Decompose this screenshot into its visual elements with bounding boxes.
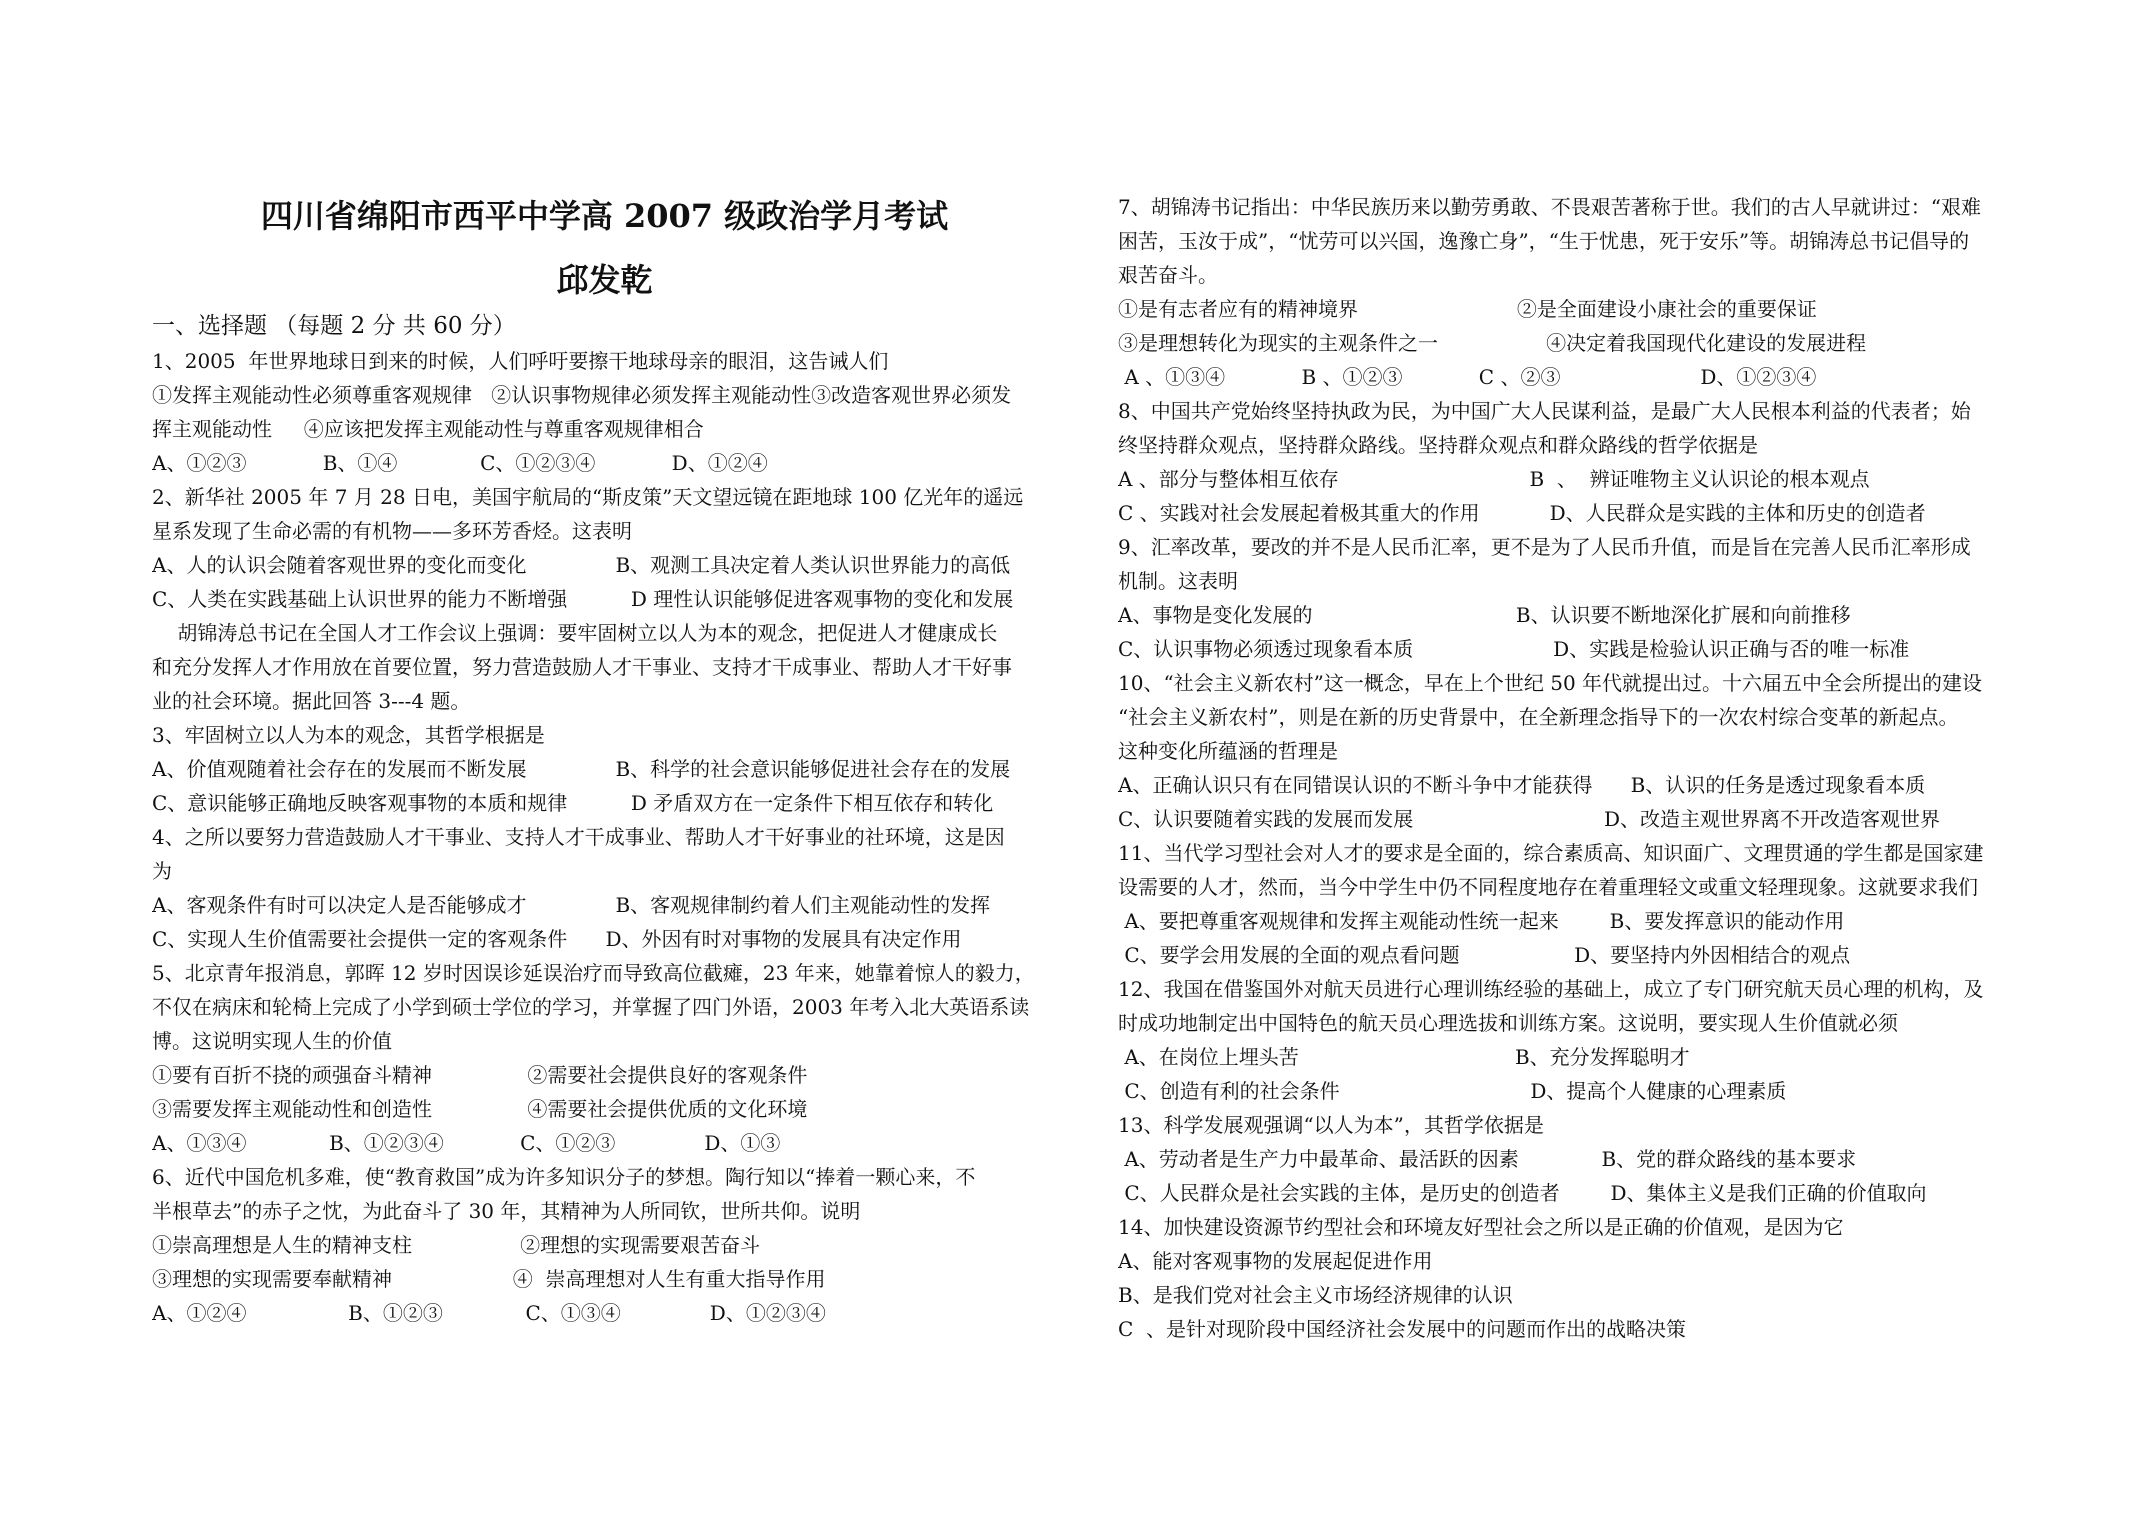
left-column xyxy=(152,0,1057,1330)
right-question-list xyxy=(1118,190,2023,1346)
text-line: C、认识要随着实践的发展而发展 D、改造主观世界离不开改造客观世界 xyxy=(1118,807,1941,831)
text-line: 设需要的人才，然而，当今中学生中仍不同程度地存在着重理轻文或重文轻理现象。这就要求我们 xyxy=(1118,875,1978,899)
text-line: 半根草去”的赤子之忱，为此奋斗了 30 年，其精神为人所同钦，世所共仰。说明 xyxy=(152,1199,861,1223)
text-line: A、①③④ B、①②③④ C、①②③ D、①③ xyxy=(152,1131,781,1155)
text-line: 这种变化所蕴涵的哲理是 xyxy=(1118,739,1338,763)
text-line: ③理想的实现需要奉献精神 ④ 崇高理想对人生有重大指导作用 xyxy=(152,1267,826,1291)
text-line: 7、胡锦涛书记指出：中华民族历来以勤劳勇敢、不畏艰苦著称于世。我们的古人早就讲过：“艰难 xyxy=(1118,195,1981,219)
text-line: 12、我国在借鉴国外对航天员进行心理训练经验的基础上，成立了专门研究航天员心理的机构，及 xyxy=(1118,977,1984,1001)
text-line: 不仅在病床和轮椅上完成了小学到硕士学位的学习，并掌握了四门外语，2003 年考入北大英语系读 xyxy=(152,995,1030,1019)
text-line: C、认识事物必须透过现象看本质 D、实践是检验认识正确与否的唯一标准 xyxy=(1118,637,1910,661)
text-line: A、人的认识会随着客观世界的变化而变化 B、观测工具决定着人类认识世界能力的高低 xyxy=(152,553,1011,577)
text-line: A、在岗位上埋头苦 B、充分发挥聪明才 xyxy=(1118,1045,1690,1069)
text-line: 艰苦奋斗。 xyxy=(1118,263,1218,287)
text-line: 14、加快建设资源节约型社会和环境友好型社会之所以是正确的价值观，是因为它 xyxy=(1118,1215,1844,1239)
text-line: “社会主义新农村”，则是在新的历史背景中，在全新理念指导下的一次农村综合变革的新起点。 xyxy=(1118,705,1959,729)
text-line: 9、汇率改革，要改的并不是人民币汇率，更不是为了人民币升值，而是旨在完善人民币汇率形成 xyxy=(1118,535,1971,559)
text-line: ①要有百折不挠的顽强奋斗精神 ②需要社会提供良好的客观条件 xyxy=(152,1063,808,1087)
text-line: 星系发现了生命必需的有机物——多环芳香烃。这表明 xyxy=(152,519,632,543)
text-line: B、是我们党对社会主义市场经济规律的认识 xyxy=(1118,1283,1513,1307)
text-line: A、价值观随着社会存在的发展而不断发展 B、科学的社会意识能够促进社会存在的发展 xyxy=(152,757,1011,781)
text-line: C、人民群众是社会实践的主体，是历史的创造者 D、集体主义是我们正确的价值取向 xyxy=(1118,1181,1927,1205)
text-line: ①崇高理想是人生的精神支柱 ②理想的实现需要艰苦奋斗 xyxy=(152,1233,761,1257)
text-line: 1、2005 年世界地球日到来的时候，人们呼吁要擦干地球母亲的眼泪，这告诫人们 xyxy=(152,349,889,373)
text-line: 13、科学发展观强调“以人为本”，其哲学依据是 xyxy=(1118,1113,1544,1137)
section-heading: 一、选择题 （每题 2 分 共 60 分） xyxy=(152,313,516,339)
text-line: C 、实践对社会发展起着极其重大的作用 D、人民群众是实践的主体和历史的创造者 xyxy=(1118,501,1926,525)
text-line: A、劳动者是生产力中最革命、最活跃的因素 B、党的群众路线的基本要求 xyxy=(1118,1147,1857,1171)
text-line: A 、①③④ B 、①②③ C 、②③ D、①②③④ xyxy=(1118,365,1817,389)
text-line: 挥主观能动性 ④应该把发挥主观能动性与尊重客观规律相合 xyxy=(152,417,704,441)
text-line: 3、牢固树立以人为本的观念，其哲学根据是 xyxy=(152,723,545,747)
text-line: A、①②③ B、①④ C、①②③④ D、①②④ xyxy=(152,451,768,475)
text-line: 4、之所以要努力营造鼓励人才干事业、支持人才干成事业、帮助人才干好事业的社环境，这是因 xyxy=(152,825,1005,849)
text-line: 机制。这表明 xyxy=(1118,569,1238,593)
text-line: ①是有志者应有的精神境界 ②是全面建设小康社会的重要保证 xyxy=(1118,297,1817,321)
text-line: 和充分发挥人才作用放在首要位置，努力营造鼓励人才干事业、支持才干成事业、帮助人才干好事 xyxy=(152,655,1012,679)
text-line: 业的社会环境。据此回答 3---4 题。 xyxy=(152,689,471,713)
text-line: 8、中国共产党始终坚持执政为民，为中国广大人民谋利益，是最广大人民根本利益的代表者；始 xyxy=(1118,399,1971,423)
text-line: C、实现人生价值需要社会提供一定的客观条件 D、外因有时对事物的发展具有决定作用 xyxy=(152,927,962,951)
text-line: 11、当代学习型社会对人才的要求是全面的，综合素质高、知识面广、文理贯通的学生都是国家建 xyxy=(1118,841,1984,865)
text-line: ③需要发挥主观能动性和创造性 ④需要社会提供优质的文化环境 xyxy=(152,1097,808,1121)
text-line: ③是理想转化为现实的主观条件之一 ④决定着我国现代化建设的发展进程 xyxy=(1118,331,1867,355)
left-question-list xyxy=(152,344,1057,1330)
right-column xyxy=(1118,0,2023,1346)
text-line: 5、北京青年报消息，郭晖 12 岁时因误诊延误治疗而导致高位截瘫，23 年来，她靠着惊人的毅力， xyxy=(152,961,1035,985)
text-line: A、要把尊重客观规律和发挥主观能动性统一起来 B、要发挥意识的能动作用 xyxy=(1118,909,1845,933)
text-line: A、能对客观事物的发展起促进作用 xyxy=(1118,1249,1433,1273)
text-line: C、意识能够正确地反映客观事物的本质和规律 D 矛盾双方在一定条件下相互依存和转化 xyxy=(152,791,994,815)
text-line: 胡锦涛总书记在全国人才工作会议上强调：要牢固树立以人为本的观念，把促进人才健康成长 xyxy=(152,621,998,645)
text-line: A、事物是变化发展的 B、认识要不断地深化扩展和向前推移 xyxy=(1118,603,1851,627)
text-line: ①发挥主观能动性必须尊重客观规律 ②认识事物规律必须发挥主观能动性③改造客观世界必须发 xyxy=(152,383,1012,407)
text-line: A、正确认识只有在同错误认识的不断斗争中才能获得 B、认识的任务是透过现象看本质 xyxy=(1118,773,1926,797)
text-line: C、要学会用发展的全面的观点看问题 D、要坚持内外因相结合的观点 xyxy=(1118,943,1851,967)
text-line: C、人类在实践基础上认识世界的能力不断增强 D 理性认识能够促进客观事物的变化和发展 xyxy=(152,587,1014,611)
text-line: C 、是针对现阶段中国经济社会发展中的问题而作出的战略决策 xyxy=(1118,1317,1687,1341)
text-line: A 、部分与整体相互依存 B 、 辨证唯物主义认识论的根本观点 xyxy=(1118,467,1870,491)
text-line: 2、新华社 2005 年 7 月 28 日电，美国宇航局的“斯皮策”天文望远镜在距地球 100 亿光年的遥远 xyxy=(152,485,1024,509)
text-line: A、①②④ B、①②③ C、①③④ D、①②③④ xyxy=(152,1301,826,1325)
text-line: 6、近代中国危机多难，使“教育救国”成为许多知识分子的梦想。陶行知以“捧着一颗心来，不 xyxy=(152,1165,976,1189)
text-line: C、创造有利的社会条件 D、提高个人健康的心理素质 xyxy=(1118,1079,1787,1103)
text-line: 时成功地制定出中国特色的航天员心理选拔和训练方案。这说明，要实现人生价值就必须 xyxy=(1118,1011,1898,1035)
text-line: 10、“社会主义新农村”这一概念，早在上个世纪 50 年代就提出过。十六届五中全会所提出的建设 xyxy=(1118,671,1983,695)
text-line: A、客观条件有时可以决定人是否能够成才 B、客观规律制约着人们主观能动性的发挥 xyxy=(152,893,991,917)
text-line: 为 xyxy=(152,859,172,883)
text-line: 终坚持群众观点，坚持群众路线。坚持群众观点和群众路线的哲学依据是 xyxy=(1118,433,1758,457)
text-line: 困苦，玉汝于成”，“忧劳可以兴国，逸豫亡身”，“生于忧患，死于安乐”等。胡锦涛总书记倡导的 xyxy=(1118,229,1970,253)
text-line: 博。这说明实现人生的价值 xyxy=(152,1029,392,1053)
doc-title: 四川省绵阳市西平中学高 2007 级政治学月考试 xyxy=(260,197,949,235)
doc-author: 邱发乾 xyxy=(556,261,653,299)
